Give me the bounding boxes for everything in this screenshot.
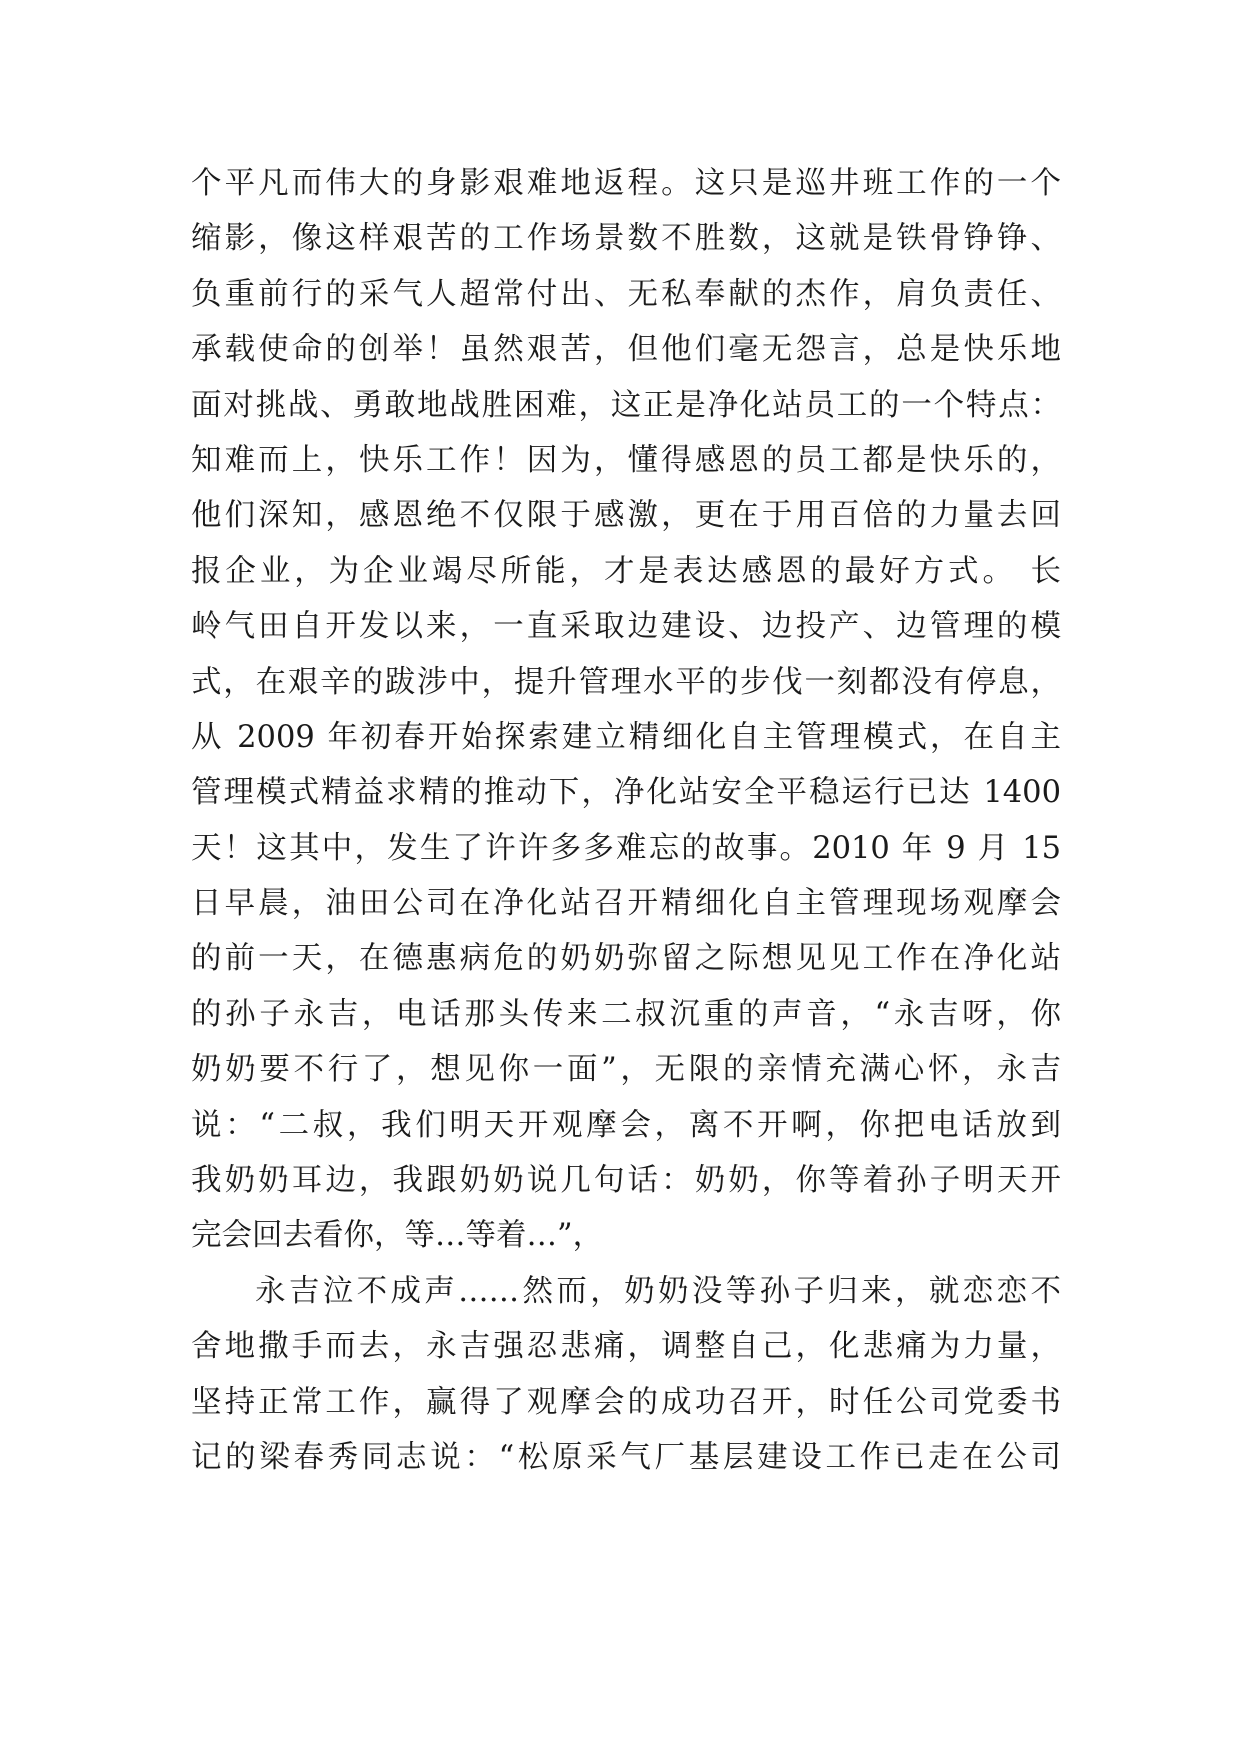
text-line: 说：“二叔，我们明天开观摩会，离不开啊，你把电话放到: [191, 1107, 1061, 1143]
text-line: 的前一天，在德惠病危的奶奶弥留之际想见见工作在净化站: [191, 941, 1061, 977]
text-line: 我奶奶耳边，我跟奶奶说几句话：奶奶，你等着孙子明天开: [191, 1163, 1061, 1199]
text-line: 从 2009 年初春开始探索建立精细化自主管理模式，在自主: [191, 719, 1061, 755]
text-line: 舍地撒手而去，永吉强忍悲痛，调整自己，化悲痛为力量，: [191, 1329, 1061, 1365]
text-line: 负重前行的采气人超常付出、无私奉献的杰作，肩负责任、: [191, 276, 1061, 312]
text-line: 岭气田自开发以来，一直采取边建设、边投产、边管理的模: [191, 609, 1061, 645]
text-line: 知难而上，快乐工作！因为，懂得感恩的员工都是快乐的，: [191, 442, 1061, 478]
text-line: 的孙子永吉，电话那头传来二叔沉重的声音，“永吉呀，你: [191, 996, 1061, 1032]
text-line: 式，在艰辛的跋涉中，提升管理水平的步伐一刻都没有停息，: [191, 664, 1061, 700]
text-line: 日早晨，油田公司在净化站召开精细化自主管理现场观摩会: [191, 886, 1061, 922]
text-line: 承载使命的创举！虽然艰苦，但他们毫无怨言，总是快乐地: [191, 332, 1061, 368]
text-line: 记的梁春秀同志说：“松原采气厂基层建设工作已走在公司: [191, 1439, 1061, 1475]
text-line: 他们深知，感恩绝不仅限于感激，更在于用百倍的力量去回: [191, 498, 1061, 534]
paragraph-first-line: 永吉泣不成声……然而，奶奶没等孙子归来，就恋恋不: [255, 1273, 1061, 1309]
text-line: 缩影，像这样艰苦的工作场景数不胜数，这就是铁骨铮铮、: [191, 221, 1061, 257]
text-line: 天！这其中，发生了许许多多难忘的故事。2010 年 9 月 15: [191, 830, 1061, 866]
text-line: 报企业，为企业竭尽所能，才是表达感恩的最好方式。 长: [191, 553, 1061, 589]
text-line: 坚持正常工作，赢得了观摩会的成功召开，时任公司党委书: [191, 1384, 1061, 1420]
text-line: 个平凡而伟大的身影艰难地返程。这只是巡井班工作的一个: [191, 166, 1061, 201]
text-line: 完会回去看你，等…等着…”，: [191, 1218, 604, 1254]
text-line: 奶奶要不行了，想见你一面”，无限的亲情充满心怀，永吉: [191, 1052, 1061, 1088]
body-text: [191, 156, 1061, 1485]
text-line: 面对挑战、勇敢地战胜困难，这正是净化站员工的一个特点：: [191, 387, 1061, 423]
text-line: 管理模式精益求精的推动下，净化站安全平稳运行已达 1400: [191, 775, 1061, 811]
